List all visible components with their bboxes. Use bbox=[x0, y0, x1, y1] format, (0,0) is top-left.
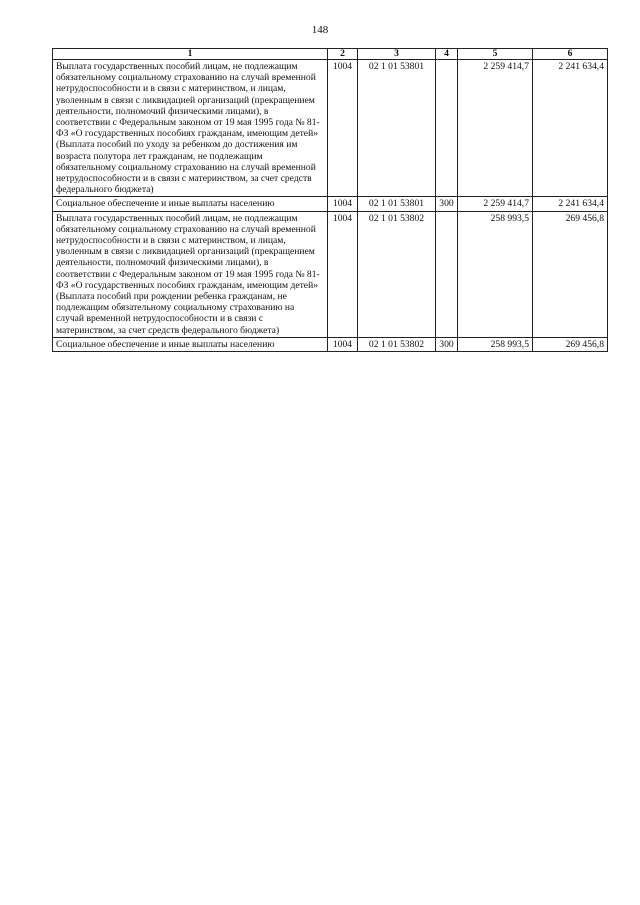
row-target-article: 02 1 01 53802 bbox=[358, 337, 436, 351]
row-section: 1004 bbox=[328, 60, 358, 197]
row-amount-1: 258 993,5 bbox=[458, 337, 533, 351]
row-section: 1004 bbox=[328, 337, 358, 351]
row-name: Выплата государственных пособий лицам, не подлежащим обязательному социальному страхованию на случай временной нетрудоспособности и в связи с материнством, и лицам, уволенным в связи с ликвидацией организаций (прекращением деятельности, полномочий физическими лицами), в соответствии с Федеральным законом от 19 мая 1995 года № 81-ФЗ «О государственных пособиях гражданам, имеющим детей» (Выплата пособий по уходу за ребенком до достижения им возраста полутора лет гражданам, не подлежащим обязательному социальному страхованию на случай временной нетрудоспособности и в связи с материнством, за счет средств федерального бюджета) bbox=[53, 60, 328, 197]
row-name: Социальное обеспечение и иные выплаты населению bbox=[53, 337, 328, 351]
budget-table bbox=[52, 48, 608, 352]
row-amount-1: 2 259 414,7 bbox=[458, 197, 533, 211]
row-expense-type bbox=[436, 211, 458, 337]
column-header-4: 4 bbox=[436, 49, 458, 60]
table-row bbox=[53, 337, 608, 351]
page-number: 148 bbox=[311, 24, 329, 36]
column-header-5: 5 bbox=[458, 49, 533, 60]
column-header-2: 2 bbox=[328, 49, 358, 60]
row-amount-2: 269 456,8 bbox=[533, 211, 608, 337]
table-row bbox=[53, 60, 608, 197]
row-expense-type: 300 bbox=[436, 337, 458, 351]
row-amount-2: 2 241 634,4 bbox=[533, 60, 608, 197]
row-amount-2: 269 456,8 bbox=[533, 337, 608, 351]
column-header-6: 6 bbox=[533, 49, 608, 60]
row-name: Выплата государственных пособий лицам, не подлежащим обязательному социальному страхованию на случай временной нетрудоспособности и в связи с материнством, и лицам, уволенным в связи с ликвидацией организаций (прекращением деятельности, полномочий физическими лицами), в соответствии с Федеральным законом от 19 мая 1995 года № 81-ФЗ «О государственных пособиях гражданам, имеющим детей» (Выплата пособий при рождении ребенка гражданам, не подлежащим обязательному социальному страхованию на случай временной нетрудоспособности и в связи с материнством, за счет средств федерального бюджета) bbox=[53, 211, 328, 337]
table-header-row bbox=[53, 49, 608, 60]
row-amount-1: 258 993,5 bbox=[458, 211, 533, 337]
row-expense-type bbox=[436, 60, 458, 197]
row-target-article: 02 1 01 53802 bbox=[358, 211, 436, 337]
row-name: Социальное обеспечение и иные выплаты населению bbox=[53, 197, 328, 211]
column-header-3: 3 bbox=[358, 49, 436, 60]
row-target-article: 02 1 01 53801 bbox=[358, 60, 436, 197]
row-target-article: 02 1 01 53801 bbox=[358, 197, 436, 211]
row-expense-type: 300 bbox=[436, 197, 458, 211]
row-section: 1004 bbox=[328, 197, 358, 211]
row-amount-2: 2 241 634,4 bbox=[533, 197, 608, 211]
table-row bbox=[53, 197, 608, 211]
table-row bbox=[53, 211, 608, 337]
row-section: 1004 bbox=[328, 211, 358, 337]
row-amount-1: 2 259 414,7 bbox=[458, 60, 533, 197]
column-header-1: 1 bbox=[53, 49, 328, 60]
